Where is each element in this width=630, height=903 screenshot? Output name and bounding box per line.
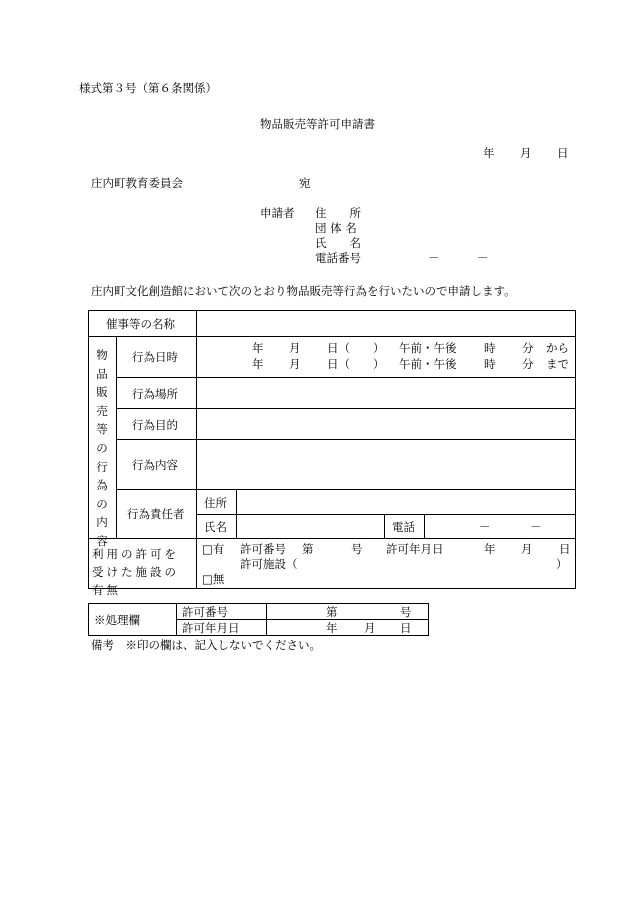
- datetime-day: 日（: [327, 341, 350, 355]
- option-no-checkbox[interactable]: □無: [202, 572, 225, 586]
- permit-date-month: 月: [521, 542, 533, 556]
- addressee-suffix: 宛: [299, 176, 311, 190]
- option-yes-checkbox[interactable]: □有: [202, 542, 225, 556]
- note-text: 備考 ※印の欄は、記入しないでください。: [91, 638, 321, 652]
- place-label: 行為場所: [132, 387, 178, 401]
- form-number: 様式第３号（第６条関係）: [79, 81, 217, 95]
- applicant-phone-dash-1: －: [428, 251, 440, 265]
- date-day-label: 日: [557, 146, 569, 160]
- applicant-address-label: 住 所: [315, 206, 361, 220]
- processing-month: 月: [364, 621, 376, 635]
- permit-number-go: 号: [351, 542, 363, 556]
- table-rule: [116, 408, 576, 409]
- datetime-year: 年: [252, 357, 264, 371]
- content-label: 行為内容: [132, 458, 178, 472]
- applicant-name-label: 氏 名: [315, 236, 361, 250]
- table-rule: [116, 489, 576, 490]
- processing-label: ※処理欄: [94, 613, 140, 627]
- applicant-label: 申請者: [260, 206, 295, 220]
- date-year-label: 年: [483, 146, 495, 160]
- datetime-suffix-from: から: [546, 341, 569, 355]
- responsible-phone-dash-2: －: [530, 520, 542, 534]
- permit-date-day: 日: [559, 542, 571, 556]
- event-name-label: 催事等の名称: [106, 317, 175, 331]
- place-field[interactable]: [198, 379, 573, 406]
- table-rule: [116, 336, 117, 538]
- datetime-hour: 時: [484, 357, 496, 371]
- side-label-vertical: 物品販売等の行為の内容: [96, 348, 108, 548]
- table-rule: [384, 514, 385, 538]
- processing-year: 年: [326, 621, 338, 635]
- datetime-label: 行為日時: [132, 350, 178, 364]
- datetime-hour: 時: [484, 341, 496, 355]
- table-rule: [116, 439, 576, 440]
- table-rule: [116, 377, 576, 378]
- responsible-name-field[interactable]: [238, 516, 382, 536]
- applicant-group-label: 団 体 名: [315, 221, 357, 235]
- processing-go: 号: [400, 605, 412, 619]
- table-rule: [196, 310, 197, 589]
- processing-dai: 第: [326, 605, 338, 619]
- processing-day: 日: [400, 621, 412, 635]
- datetime-ampm: 午前・午後: [399, 341, 457, 355]
- permit-number-label: 許可番号: [240, 542, 286, 556]
- table-rule: [196, 514, 576, 515]
- responsible-address-field[interactable]: [238, 491, 573, 512]
- permit-facility-close: ）: [556, 557, 568, 571]
- page-title: 物品販売等許可申請書: [260, 117, 375, 131]
- datetime-month: 月: [289, 357, 301, 371]
- datetime-close: ）: [373, 341, 385, 355]
- purpose-label: 行為目的: [132, 418, 178, 432]
- permit-number-dai: 第: [302, 542, 314, 556]
- permit-label: 利用の許可を受けた施設の有無: [92, 547, 179, 597]
- content-field[interactable]: [198, 441, 573, 487]
- responsible-label: 行為責任者: [127, 507, 185, 521]
- responsible-address-label: 住所: [204, 496, 227, 510]
- datetime-month: 月: [289, 341, 301, 355]
- responsible-name-label: 氏名: [204, 520, 227, 534]
- datetime-day: 日（: [327, 357, 350, 371]
- table-rule: [88, 538, 576, 539]
- date-month-label: 月: [520, 146, 532, 160]
- event-name-field[interactable]: [198, 312, 573, 334]
- intro-text: 庄内町文化創造館において次のとおり物品販売等行為を行いたいので申請します。: [91, 284, 516, 298]
- datetime-minute: 分: [522, 357, 534, 371]
- datetime-close: ）: [373, 357, 385, 371]
- processing-permit-number-label: 許可番号: [182, 605, 228, 619]
- table-rule: [88, 336, 576, 337]
- permit-date-year: 年: [484, 542, 496, 556]
- permit-date-label: 許可年月日: [386, 542, 444, 556]
- purpose-field[interactable]: [198, 410, 573, 437]
- applicant-phone-dash-2: －: [477, 251, 489, 265]
- table-rule: [424, 514, 425, 538]
- datetime-year: 年: [252, 341, 264, 355]
- table-rule: [236, 489, 237, 538]
- responsible-phone-dash-1: －: [479, 520, 491, 534]
- datetime-suffix-to: まで: [546, 357, 569, 371]
- permit-facility-label: 許可施設（: [240, 557, 298, 571]
- datetime-minute: 分: [522, 341, 534, 355]
- processing-permit-date-label: 許可年月日: [182, 621, 240, 635]
- datetime-ampm: 午前・午後: [399, 357, 457, 371]
- responsible-phone-label: 電話: [392, 520, 415, 534]
- addressee-org: 庄内町教育委員会: [91, 176, 183, 190]
- responsible-phone-field[interactable]: [426, 516, 573, 536]
- applicant-phone-label: 電話番号: [315, 251, 361, 265]
